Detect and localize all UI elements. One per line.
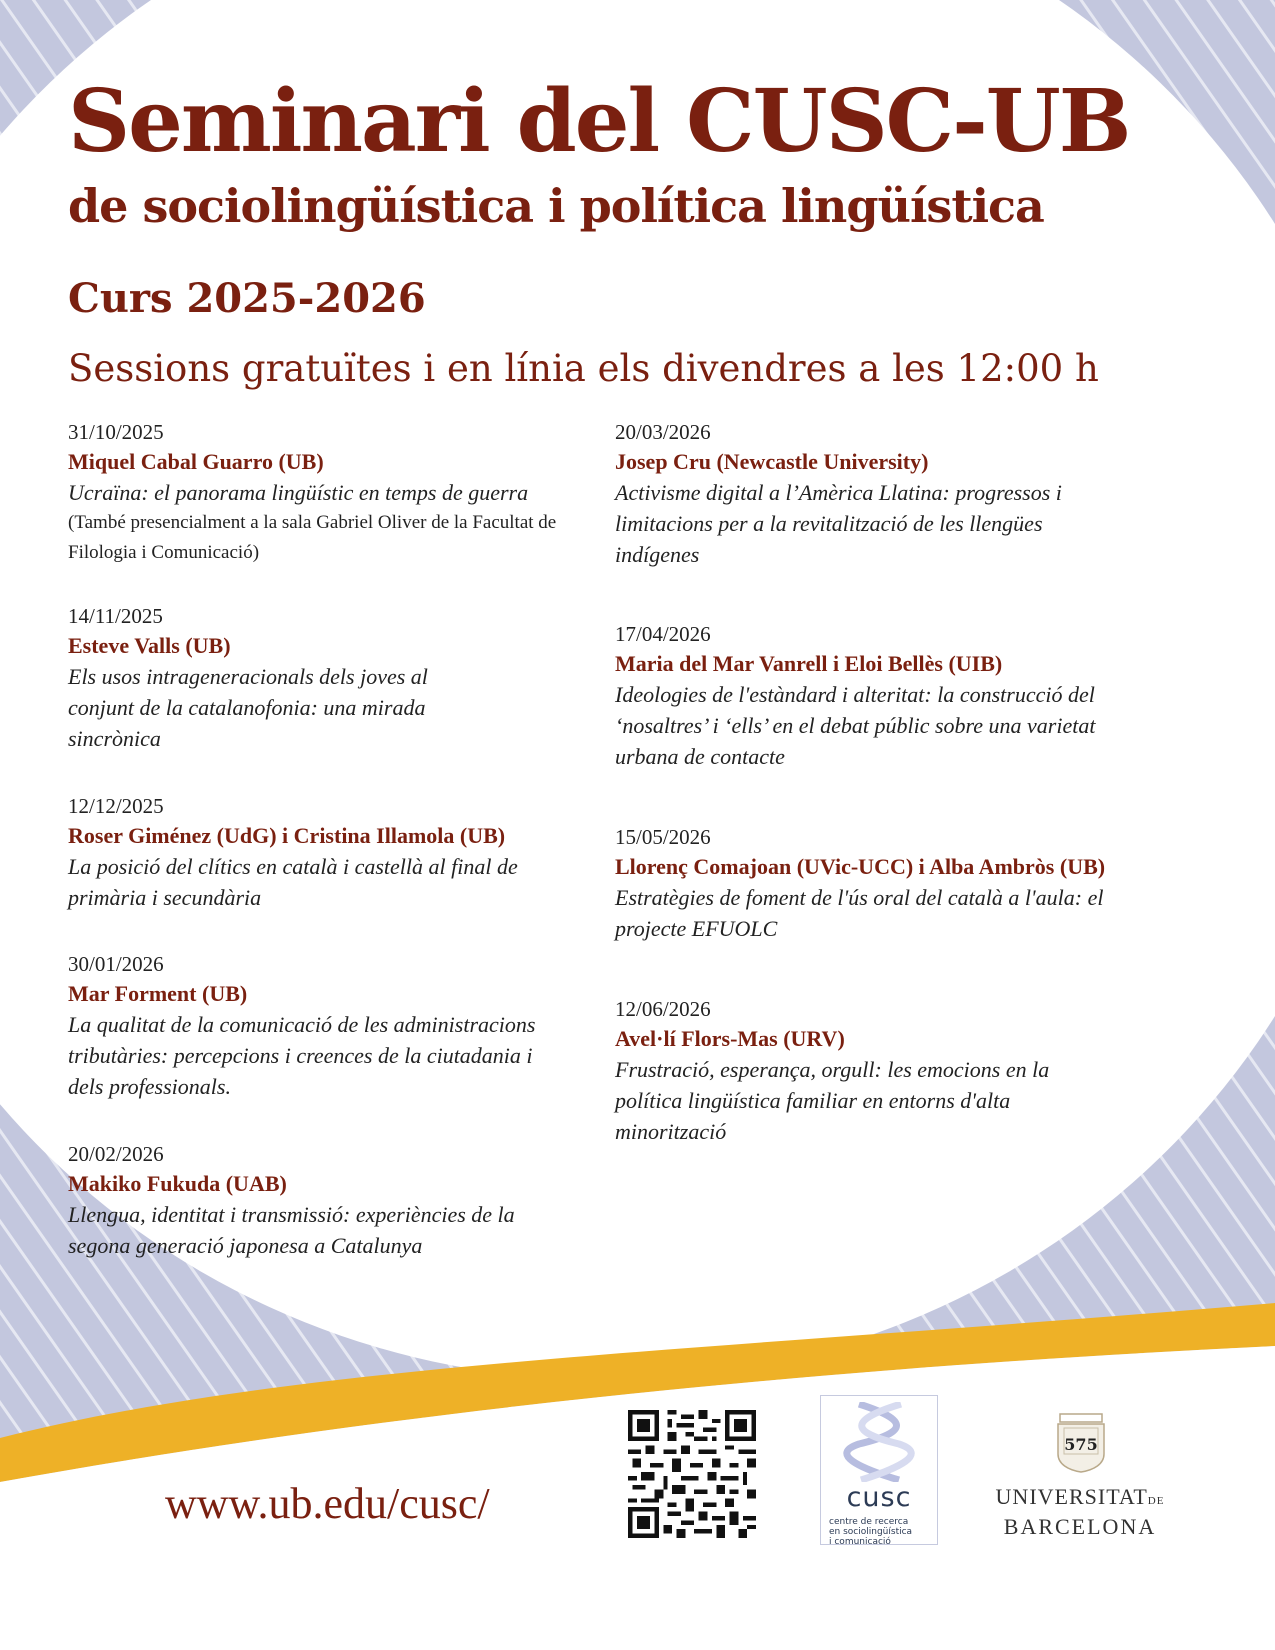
- university-wordmark: [995, 1484, 1165, 1540]
- event-title: Ucraïna: el panorama lingüístic en temps de guerra: [68, 480, 529, 505]
- page-subtitle: de sociolingüística i política lingüística: [68, 179, 1044, 233]
- event-date: 12/12/2025: [68, 794, 164, 818]
- event-title: Llengua, identitat i transmissió: experiències de la segona generació japonesa a Catalunya: [68, 1202, 515, 1258]
- event-speaker: Mar Forment (UB): [68, 981, 248, 1006]
- event-date: 20/02/2026: [68, 1142, 164, 1166]
- event-title: La qualitat de la comunicació de les administracions tributàries: percepcions i creences de la ciutadania i dels professionals.: [68, 1012, 536, 1099]
- cusc-subtitle-line: centre de recerca: [829, 1517, 909, 1527]
- cusc-subtitle: [829, 1517, 933, 1547]
- event-speaker: Esteve Valls (UB): [68, 633, 231, 658]
- event-title: Els usos intrageneracionals dels joves al conjunt de la catalanofonia: una mirada sincrònica: [68, 664, 428, 751]
- event-title: Frustració, esperança, orgull: les emocions en la política lingüística familiar en entorns d'alta minorització: [615, 1057, 1050, 1144]
- website-link[interactable]: www.ub.edu/cusc/: [165, 1479, 490, 1528]
- event-speaker: Makiko Fukuda (UAB): [68, 1171, 287, 1196]
- event-speaker: Llorenç Comajoan (UVic-UCC) i Alba Ambròs (UB): [615, 854, 1106, 879]
- ub-name-line1: UNIVERSITAT: [995, 1484, 1148, 1509]
- ub-name-line2: BARCELONA: [1003, 1514, 1157, 1539]
- university-seal-icon: [1050, 1412, 1112, 1474]
- event-card: [68, 1140, 538, 1261]
- event-title: Ideologies de l'estàndard i alteritat: la construcció del ‘nosaltres’ i ‘ells’ en el debat públic sobre una varietat urbana de contacte: [615, 682, 1096, 769]
- event-speaker: Miquel Cabal Guarro (UB): [68, 449, 324, 474]
- event-title: Estratègies de foment de l'ús oral del català a l'aula: el projecte EFUOLC: [615, 885, 1104, 941]
- event-date: 17/04/2026: [615, 622, 711, 646]
- event-date: 12/06/2026: [615, 997, 711, 1021]
- event-speaker: Maria del Mar Vanrell i Eloi Bellès (UIB): [615, 651, 1003, 676]
- event-card: [615, 418, 1085, 570]
- event-card: [68, 602, 478, 754]
- event-title: Activisme digital a l’Amèrica Llatina: progressos i limitacions per a la revitalització de les llengües indígenes: [615, 480, 1062, 567]
- event-card: [615, 823, 1175, 944]
- cusc-wordmark: cusc: [846, 1482, 912, 1513]
- ub-name-de: DE: [1147, 1495, 1165, 1507]
- event-title: La posició del clítics en català i castellà al final de primària i secundària: [68, 854, 518, 910]
- event-speaker: Roser Giménez (UdG) i Cristina Illamola (UB): [68, 823, 506, 848]
- cusc-subtitle-line: i comunicació: [829, 1537, 891, 1547]
- event-date: 31/10/2025: [68, 420, 164, 444]
- event-date: 15/05/2026: [615, 825, 711, 849]
- cusc-subtitle-line: en sociolingüística: [829, 1527, 913, 1537]
- event-card: [68, 950, 558, 1102]
- page-title: Seminari del CUSC-UB: [68, 71, 1130, 172]
- event-speaker: Avel·lí Flors-Mas (URV): [615, 1026, 845, 1051]
- qr-code[interactable]: [628, 1410, 756, 1538]
- event-date: 20/03/2026: [615, 420, 711, 444]
- event-card: [615, 620, 1105, 772]
- event-note: (També presencialment a la sala Gabriel Oliver de la Facultat de Filologia i Comunicació): [68, 512, 557, 563]
- course-year: Curs 2025-2026: [68, 275, 426, 322]
- event-card: [68, 418, 588, 568]
- dna-helix-icon: [839, 1402, 919, 1482]
- event-card: [615, 995, 1055, 1147]
- event-date: 30/01/2026: [68, 952, 164, 976]
- cusc-logo: [820, 1395, 938, 1545]
- sessions-info: Sessions gratuïtes i en línia els divendres a les 12:00 h: [68, 347, 1099, 390]
- event-speaker: Josep Cru (Newcastle University): [615, 449, 929, 474]
- seal-number: 575: [1064, 1435, 1098, 1454]
- event-card: [68, 792, 548, 913]
- event-date: 14/11/2025: [68, 604, 163, 628]
